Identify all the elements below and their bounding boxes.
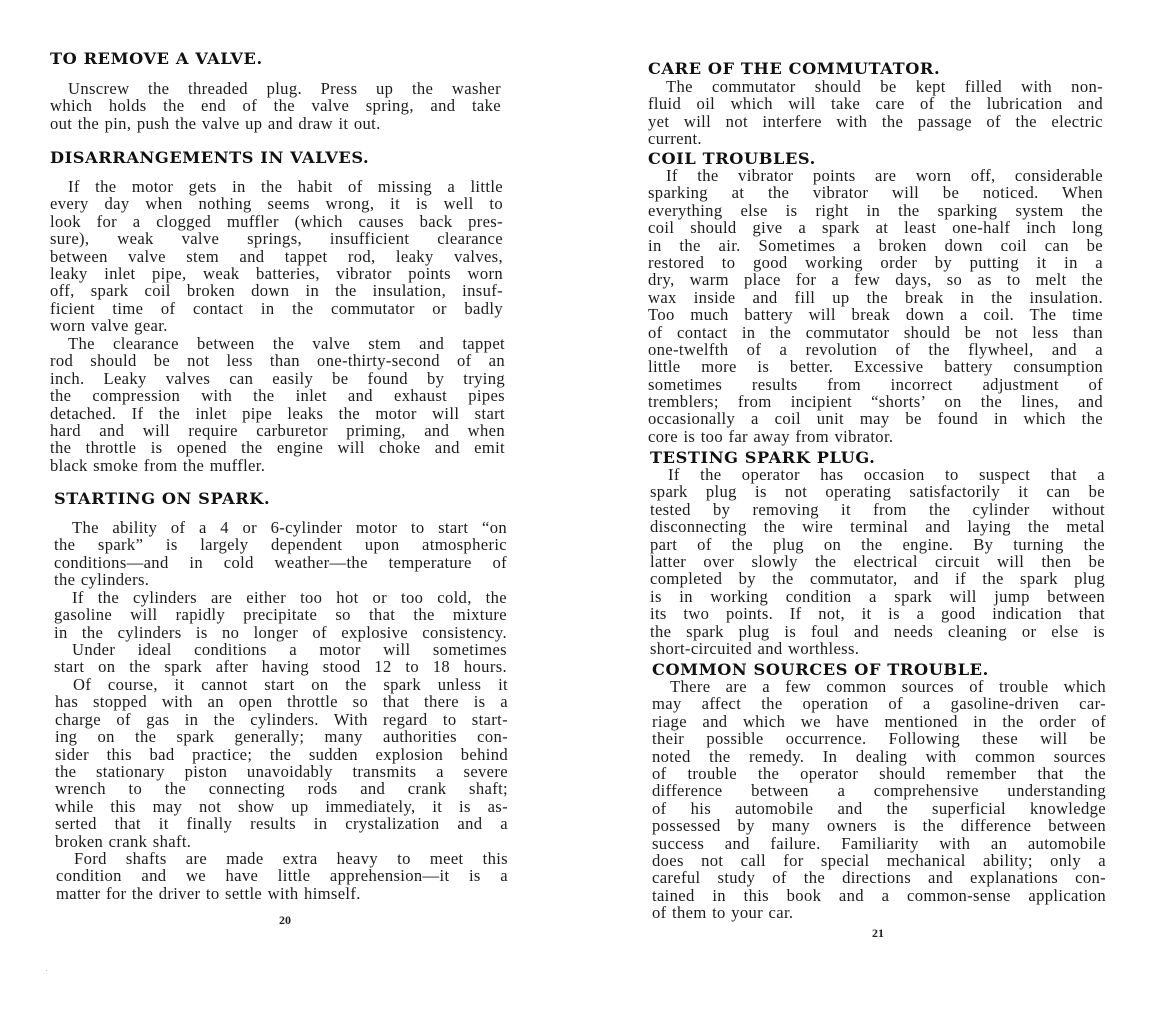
text-line: part of the plug on the engine. By turning the [650,534,1105,554]
text-line: The clearance between the valve stem and tappet [68,334,505,353]
text-line: wax inside and fill up the break in the insulation. [648,287,1103,307]
section-heading-remove-valve: TO REMOVE A VALVE. [50,49,263,68]
text-line: success and failure. Familiarity with an automobile [652,833,1106,853]
text-line: condition and we have little apprehension—it is a [56,866,508,886]
text-line: broken crank shaft. [55,831,192,851]
text-line: ficient time of contact in the commutator or badly [50,298,503,318]
paragraph-coil-troubles [648,167,1103,445]
text-line: possessed by many owners is the difference between [652,816,1106,836]
text-line: its two points. If not, it is a good indication that [650,604,1105,624]
text-line: If the cylinders are either too hot or too cold, the [72,588,507,607]
paragraph-testing-spark-plug [650,466,1105,657]
text-line: has stopped with an open throttle so that there is a [55,692,508,712]
text-line: which holds the end of the valve spring, and take [50,96,501,116]
text-line: every day when nothing seems wrong, it is well to [50,194,503,214]
text-line: latter over slowly the electrical circuit will then be [650,551,1105,571]
text-line: is in working condition a spark will jump between [650,586,1105,606]
text-line: black smoke from the muffler. [50,455,266,475]
text-line: wrench to the connecting rods and crank shaft; [55,779,508,799]
paragraph-starting-2 [54,589,507,641]
section-heading-care-of-commutator: CARE OF THE COMMUTATOR. [648,59,941,78]
text-line: of trouble the operator should remember that the [652,763,1106,783]
text-line: start on the spark after having stood 12 to 18 hours. [54,657,507,677]
text-line: leaky inlet pipe, weak batteries, vibrator points worn [50,263,503,283]
text-line: restored to good working order by putting it in a [648,252,1103,272]
section-heading-common-sources: COMMON SOURCES OF TROUBLE. [652,660,989,679]
paragraph-disarrangements-2 [50,335,505,474]
text-line: the cylinders. [54,570,150,590]
text-line: disconnecting the wire terminal and laying the metal [650,517,1105,537]
paragraph-starting-4 [55,676,508,850]
text-line: the throttle is opened the engine will choke and emit [50,438,505,458]
text-line: of them to your car. [652,903,794,923]
text-line: The commutator should be kept filled with non- [666,77,1103,96]
text-line: matter for the driver to settle with himself. [56,883,361,903]
text-line: If the motor gets in the habit of missing a little [68,177,503,196]
text-line: sider this bad practice; the sudden explosion behind [55,744,508,764]
text-line: does not call for special mechanical ability; only a [652,850,1106,870]
text-line: short-circuited and worthless. [650,638,860,658]
text-line: coil should give a spark at least one-half inch long [648,218,1103,238]
text-line: look for a clogged muffler (which causes back pres- [50,211,503,231]
text-line: dry, warm place for a few days, so as to melt the [648,270,1103,290]
text-line: Under ideal conditions a motor will sometimes [72,640,507,659]
section-heading-coil-troubles: COIL TROUBLES. [648,149,816,168]
text-line: difference between a comprehensive understanding [652,781,1106,801]
text-line: while this may not show up immediately, it is as- [55,796,508,816]
text-line: noted the remedy. In dealing with common sources [652,746,1106,766]
page-number: 20 [279,913,291,927]
text-line: yet will not interfere with the passage of the electric [648,111,1103,131]
paragraph-starting-1 [54,519,507,589]
text-line: completed by the commutator, and if the spark plug [650,569,1105,589]
text-line: If the operator has occasion to suspect that a [668,465,1105,484]
text-line: in the cylinders is no longer of explosive consistency. [54,622,507,642]
text-line: charge of gas in the cylinders. With regard to start- [55,709,508,729]
text-line: tremblers; from incipient “shorts’ on the lines, and [648,392,1103,412]
text-line: Too much battery will break down a coil. The time [648,305,1103,325]
text-line: gasoline will rapidly precipitate so that the mixture [54,605,507,625]
section-heading-starting-on-spark: STARTING ON SPARK. [54,489,271,508]
text-line: occasionally a coil unit may be found in which the [648,409,1103,429]
text-line: in the air. Sometimes a broken down coil can be [648,235,1103,255]
text-line: the stationary piston unavoidably transmits a severe [55,761,508,781]
text-line: core is too far away from vibrator. [648,426,894,446]
text-line: Ford shafts are made extra heavy to meet this [74,849,508,868]
text-line: may affect the operation of a gasoline-driven car- [652,694,1106,714]
text-line: sometimes results from incorrect adjustment of [648,374,1103,394]
text-line: of contact in the commutator should be not less than [648,322,1103,342]
text-line: current. [648,129,702,149]
text-line: sure), weak valve springs, insufficient clearance [50,229,503,249]
text-line: hard and will require carburetor priming, and when [50,420,505,440]
text-line: of his automobile and the superficial knowledge [652,798,1106,818]
text-line: their possible occurrence. Following these will be [652,729,1106,749]
text-line: little more is better. Excessive battery consumption [648,357,1103,377]
text-line: serted that it finally results in crystalization and a [55,814,508,834]
text-line: out the pin, push the valve up and draw it out. [50,113,381,133]
section-heading-disarrangements: DISARRANGEMENTS IN VALVES. [50,148,370,167]
text-line: The ability of a 4 or 6-cylinder motor to start “on [72,518,507,537]
text-line: fluid oil which will take care of the lubrication and [648,94,1103,114]
text-line: sparking at the vibrator will be noticed. When [648,183,1103,203]
text-line: worn valve gear. [50,316,168,336]
text-line: between valve stem and tappet rod, leaky valves, [50,246,503,266]
text-line: everything else is right in the sparking system the [648,200,1103,220]
scan-speck [46,970,47,971]
paragraph-commutator [648,78,1103,148]
paragraph-remove-valve [50,80,501,132]
page-number: 21 [872,926,884,940]
text-line: detached. If the inlet pipe leaks the motor will start [50,403,505,423]
paragraph-starting-5 [56,850,508,902]
text-line: riage and which we have mentioned in the order of [652,711,1106,731]
text-line: careful study of the directions and explanations con- [652,868,1106,888]
text-line: the compression with the inlet and exhaust pipes [50,386,505,406]
text-line: spark plug is not operating satisfactorily it can be [650,482,1105,502]
text-line: If the vibrator points are worn off, considerable [666,166,1103,185]
text-line: inch. Leaky valves can easily be found by trying [50,368,505,388]
text-line: conditions—and in cold weather—the temperature of [54,552,507,572]
text-line: tained in this book and a common-sense application [652,885,1106,905]
text-line: ing on the spark generally; many authorities con- [55,727,508,747]
text-line: There are a few common sources of trouble which [670,677,1106,696]
paragraph-common-sources [652,678,1106,921]
text-line: Unscrew the threaded plug. Press up the washer [68,79,501,98]
paragraph-disarrangements-1 [50,178,503,335]
text-line: off, spark coil broken down in the insulation, insuf- [50,281,503,301]
text-line: the spark plug is foul and needs cleaning or else is [650,621,1105,641]
text-line: tested by removing it from the cylinder without [650,499,1105,519]
text-line: the spark” is largely dependent upon atmospheric [54,535,507,555]
text-line: rod should be not less than one-thirty-second of an [50,351,505,371]
text-line: one-twelfth of a revolution of the flywheel, and a [648,339,1103,359]
paragraph-starting-3 [54,641,507,676]
section-heading-testing-spark-plug: TESTING SPARK PLUG. [650,448,876,467]
text-line: Of course, it cannot start on the spark unless it [73,675,508,694]
